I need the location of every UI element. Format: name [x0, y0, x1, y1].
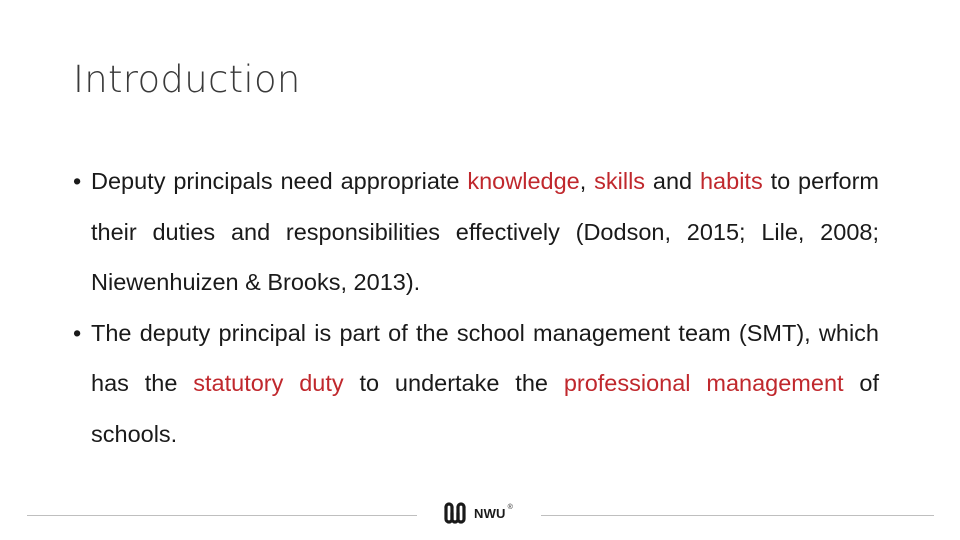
highlighted-term: knowledge — [467, 168, 580, 194]
bullet-item — [73, 156, 879, 308]
bullet-text-segment: Deputy principals need appropriate — [91, 168, 468, 194]
nwu-knot-logo-icon — [442, 499, 470, 527]
slide-title: Introduction — [73, 58, 301, 101]
bullet-dot: • — [73, 319, 82, 346]
bullet-dot: • — [73, 168, 82, 194]
highlighted-term: habits — [699, 168, 763, 194]
bullet-text — [91, 320, 879, 447]
footer-divider-left — [27, 515, 417, 516]
bullet-text-segment: , — [579, 168, 595, 194]
bullet-text-segment: of schools. — [91, 370, 879, 447]
bullet-text — [91, 168, 879, 295]
logo-text: NWU — [474, 505, 506, 521]
highlighted-term: professional management — [563, 370, 844, 396]
highlighted-term: statutory duty — [193, 370, 344, 396]
registered-mark: ® — [507, 504, 513, 511]
bullet-item — [73, 308, 879, 460]
bullet-list — [73, 156, 879, 459]
bullet-text-segment: and — [645, 168, 700, 194]
footer-divider-right — [541, 515, 934, 516]
bullet-text-segment: to undertake the — [343, 370, 564, 396]
highlighted-term: skills — [594, 168, 646, 194]
bullet-text-segment: to perform their duties and responsibilities effectively (Dodson, 2015; Lile, 2008; Niewenhuizen & Brooks, 2013). — [91, 168, 879, 295]
bullet-text-segment: The deputy principal is part of the school management team (SMT), which has the — [91, 319, 879, 396]
nwu-logo — [442, 498, 513, 528]
